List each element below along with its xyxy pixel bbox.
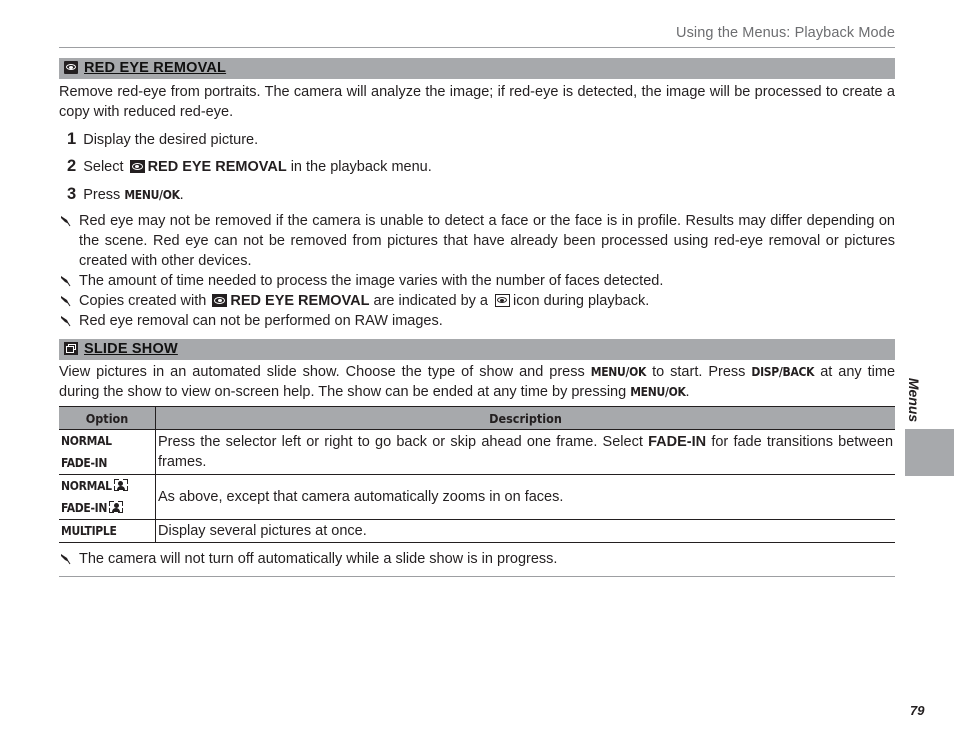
intro-text: to start. Press xyxy=(652,364,746,380)
menu-ok-key: MENU/OK xyxy=(124,188,180,202)
option-multiple: MULTIPLE xyxy=(59,520,156,543)
step-text: in the playback menu. xyxy=(290,159,432,175)
slide-show-intro xyxy=(59,362,895,402)
description-cell: Display several pictures at once. xyxy=(156,520,896,543)
note-text: The camera will not turn off automatically while a slide show is in progress. xyxy=(79,551,558,567)
face-detection-icon xyxy=(114,479,128,491)
note-text: Red eye removal can not be performed on RAW images. xyxy=(79,313,443,329)
note-text-part: Copies created with xyxy=(79,293,207,309)
red-eye-icon xyxy=(64,61,78,74)
step-number: 3 xyxy=(67,185,77,203)
note-text: Red eye may not be removed if the camera is unable to detect a face or the face is in profile. Results may differ depending on the scene. Red eye can not be removed from pictures that have already been processed using red-eye removal or pictures created with other devices. xyxy=(79,213,895,269)
slide-show-note xyxy=(59,549,895,569)
note-3 xyxy=(59,291,895,311)
menu-item-name: RED EYE REMOVAL xyxy=(230,293,370,309)
bottom-rule xyxy=(59,576,895,577)
note-text-part: icon during playback. xyxy=(513,293,650,309)
table-row xyxy=(59,475,895,498)
option-normal: NORMAL xyxy=(59,430,156,453)
step-2 xyxy=(67,156,432,177)
section-bar-red-eye xyxy=(59,58,895,79)
pencil-note-icon xyxy=(59,275,71,287)
intro-text: at any time during the show to view on-screen help. The show can be ended at any time by pressing xyxy=(59,364,896,400)
page-number: 79 xyxy=(910,703,925,718)
red-eye-icon xyxy=(130,160,145,173)
menu-item-name: RED EYE REMOVAL xyxy=(147,159,287,175)
option-label: FADE-IN xyxy=(61,501,108,515)
pencil-note-icon xyxy=(59,215,71,227)
menu-ok-key: MENU/OK xyxy=(590,365,647,379)
red-eye-playback-icon xyxy=(495,294,510,307)
option-fade-in-face xyxy=(59,497,156,520)
fade-in-label: FADE-IN xyxy=(648,434,707,450)
slide-show-options-table xyxy=(59,406,895,543)
column-header-option: Option xyxy=(59,407,156,430)
step-number: 2 xyxy=(67,157,77,175)
red-eye-intro: Remove red-eye from portraits. The camera will analyze the image; if red-eye is detected, the image will be processed to create a copy with reduced red-eye. xyxy=(59,84,895,120)
running-header: Using the Menus: Playback Mode xyxy=(676,25,895,41)
note-4 xyxy=(59,311,895,331)
description-text: for fade transitions between frames. xyxy=(158,434,894,470)
option-fade-in: FADE-IN xyxy=(59,452,156,475)
description-cell: As above, except that camera automatically zooms in on faces. xyxy=(156,475,896,520)
pencil-note-icon xyxy=(59,553,71,565)
pencil-note-icon xyxy=(59,295,71,307)
description-text: Press the selector left or right to go back or skip ahead one frame. Select xyxy=(158,434,643,450)
step-text: Select xyxy=(83,159,124,175)
step-number: 1 xyxy=(67,130,77,148)
note-text-part: are indicated by a xyxy=(373,293,488,309)
section-title-red-eye: RED EYE REMOVAL xyxy=(84,60,227,76)
table-row xyxy=(59,430,895,453)
note-2 xyxy=(59,271,895,291)
section-title-slide-show: SLIDE SHOW xyxy=(84,341,178,357)
disp-back-key: DISP/BACK xyxy=(751,365,815,379)
intro-text: . xyxy=(685,384,690,400)
chapter-side-tab xyxy=(905,429,954,476)
option-label: NORMAL xyxy=(61,479,112,493)
table-row xyxy=(59,520,895,543)
step-1 xyxy=(67,129,258,150)
face-detection-icon xyxy=(109,501,123,513)
section-bar-slide-show xyxy=(59,339,895,360)
slide-show-icon xyxy=(64,342,78,355)
header-rule xyxy=(59,47,895,48)
intro-text: View pictures in an automated slide show. Choose the type of show and press xyxy=(59,364,585,380)
chapter-side-label: Menus xyxy=(906,377,922,423)
note-text: The amount of time needed to process the image varies with the number of faces detected. xyxy=(79,273,664,289)
option-normal-face xyxy=(59,475,156,498)
red-eye-icon xyxy=(212,294,227,307)
table-header-row xyxy=(59,407,895,430)
step-text: . xyxy=(179,187,184,203)
note-1 xyxy=(59,211,895,271)
step-3 xyxy=(67,184,184,205)
menu-ok-key: MENU/OK xyxy=(630,385,686,399)
step-text: Display the desired picture. xyxy=(83,132,259,148)
step-text: Press xyxy=(83,187,121,203)
note-text xyxy=(79,291,895,311)
description-cell xyxy=(156,430,896,475)
pencil-note-icon xyxy=(59,315,71,327)
column-header-description: Description xyxy=(156,407,896,430)
